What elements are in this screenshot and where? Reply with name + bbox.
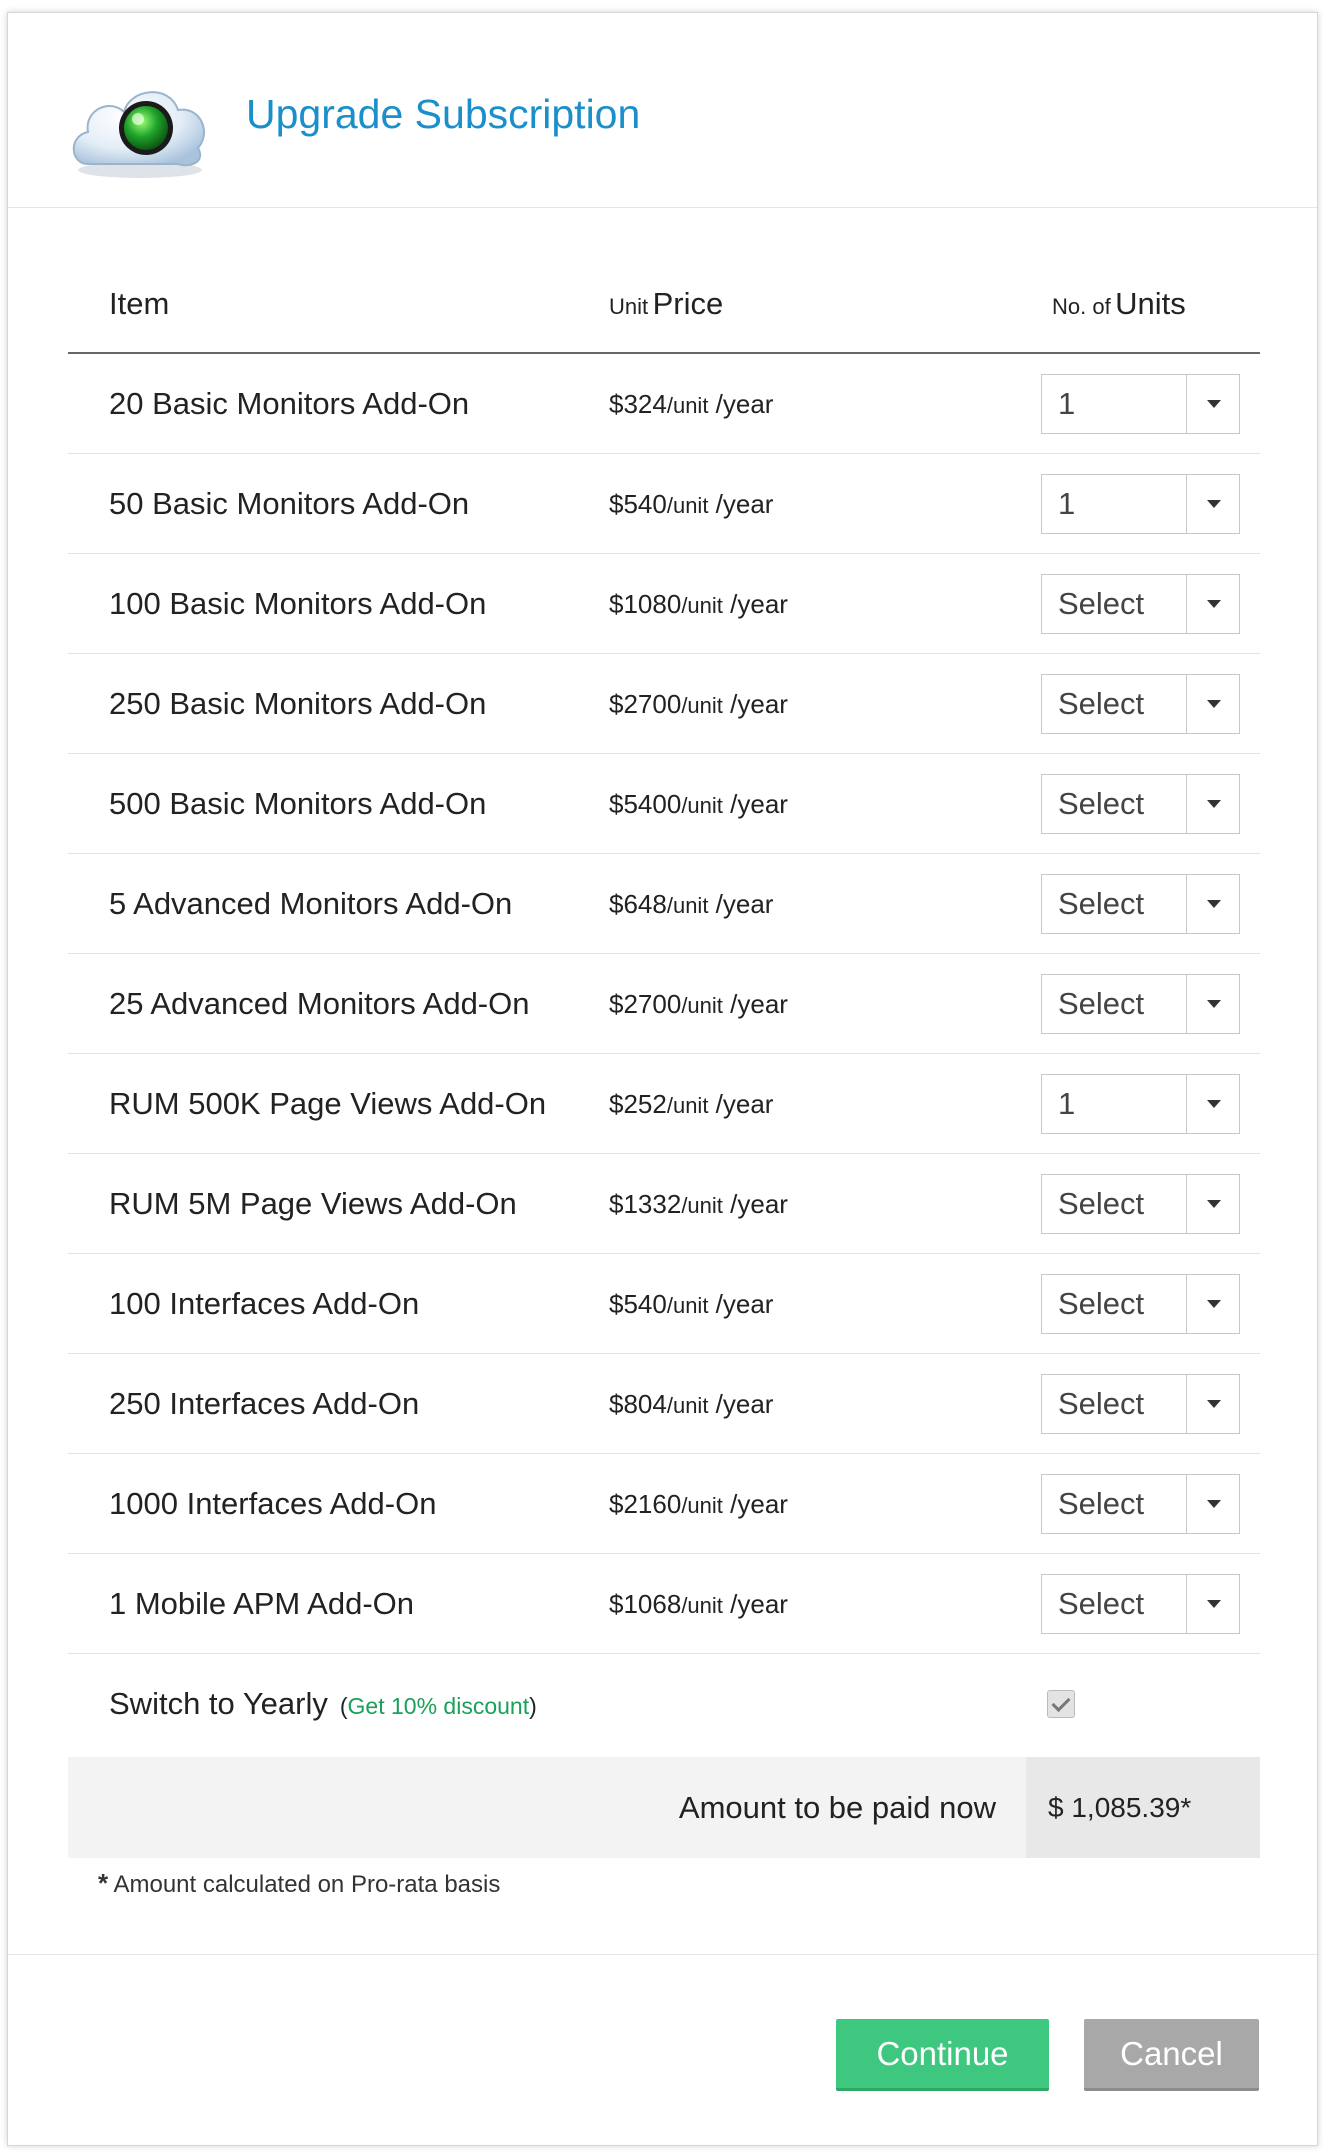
addon-price (609, 454, 773, 556)
dialog-title: Upgrade Subscription (246, 91, 641, 137)
price-period: /year (722, 989, 788, 1019)
chevron-down-icon[interactable] (1186, 575, 1239, 633)
price-period: /year (722, 1589, 788, 1619)
switch-yearly-text: Switch to Yearly (109, 1686, 328, 1721)
units-select[interactable] (1041, 874, 1240, 934)
amount-value: $ 1,085.39* (1026, 1757, 1260, 1858)
footnote-star: * (98, 1868, 109, 1898)
switch-yearly-checkbox[interactable] (1047, 1690, 1075, 1718)
units-select[interactable] (1041, 1574, 1240, 1634)
header-units: Units (1115, 286, 1186, 321)
price-period: /year (708, 489, 774, 519)
amount-bar (68, 1757, 1260, 1858)
units-select-value: Select (1058, 1486, 1145, 1521)
addon-name: 500 Basic Monitors Add-On (109, 786, 487, 821)
table-header (68, 268, 1260, 354)
chevron-down-icon[interactable] (1186, 675, 1239, 733)
price-period: /year (708, 1389, 774, 1419)
addon-name: 20 Basic Monitors Add-On (109, 386, 470, 421)
addon-price (609, 754, 788, 856)
cancel-button[interactable]: Cancel (1084, 2019, 1259, 2091)
chevron-down-icon[interactable] (1186, 375, 1239, 433)
units-select-value: 1 (1058, 386, 1076, 421)
cloud-logo-icon (66, 58, 214, 182)
price-period: /year (708, 1089, 774, 1119)
chevron-down-icon[interactable] (1186, 1475, 1239, 1533)
price-unit: /unit (681, 1493, 723, 1518)
table-row (68, 1554, 1260, 1654)
chevron-down-icon[interactable] (1186, 1375, 1239, 1433)
header-no-of-units (1052, 286, 1186, 322)
price-unit: /unit (666, 1293, 709, 1318)
addon-name: 1 Mobile APM Add-On (109, 1586, 414, 1621)
table-row (68, 554, 1260, 654)
units-select-value: 1 (1058, 486, 1076, 521)
price-period: /year (708, 1289, 774, 1319)
addon-name: 1000 Interfaces Add-On (109, 1486, 437, 1521)
price-amount: $1332 (609, 1189, 682, 1219)
addon-name: 250 Interfaces Add-On (109, 1386, 420, 1421)
header-price-prefix: Unit (609, 294, 649, 319)
addon-name: 250 Basic Monitors Add-On (109, 686, 487, 721)
table-row (68, 1454, 1260, 1554)
price-period: /year (708, 889, 774, 919)
table-row (68, 954, 1260, 1054)
table-row (68, 1054, 1260, 1154)
price-amount: $252 (609, 1089, 667, 1119)
units-select[interactable] (1041, 474, 1240, 534)
price-amount: $540 (609, 1289, 667, 1319)
price-unit: /unit (666, 493, 709, 518)
discount-open: ( (339, 1693, 348, 1719)
addon-price (609, 1154, 788, 1256)
table-row (68, 1254, 1260, 1354)
units-select-value: Select (1058, 1186, 1145, 1221)
price-amount: $540 (609, 489, 667, 519)
units-select-value: Select (1058, 786, 1145, 821)
table-row (68, 1354, 1260, 1454)
price-period: /year (722, 689, 788, 719)
table-row (68, 454, 1260, 554)
units-select-value: Select (1058, 1586, 1145, 1621)
chevron-down-icon[interactable] (1186, 875, 1239, 933)
price-unit: /unit (681, 793, 723, 818)
switch-yearly-row (68, 1654, 1260, 1754)
units-select-value: 1 (1058, 1086, 1076, 1121)
price-amount: $1068 (609, 1589, 682, 1619)
addon-name: 5 Advanced Monitors Add-On (109, 886, 513, 921)
addon-price (609, 1254, 773, 1356)
price-period: /year (722, 789, 788, 819)
units-select-value: Select (1058, 986, 1145, 1021)
discount-close: ) (529, 1693, 537, 1719)
addon-price (609, 954, 788, 1056)
units-select-value: Select (1058, 586, 1145, 621)
switch-yearly-label (109, 1654, 537, 1756)
addon-price (609, 1054, 773, 1156)
addon-price (609, 1354, 773, 1456)
units-select[interactable] (1041, 1074, 1240, 1134)
table-row (68, 354, 1260, 454)
addon-name: 25 Advanced Monitors Add-On (109, 986, 530, 1021)
units-select[interactable] (1041, 974, 1240, 1034)
price-unit: /unit (666, 1393, 709, 1418)
chevron-down-icon[interactable] (1186, 475, 1239, 533)
units-select-value: Select (1058, 886, 1145, 921)
addon-table-body (68, 354, 1260, 1754)
addon-price (609, 1454, 788, 1556)
price-amount: $2700 (609, 989, 682, 1019)
price-amount: $804 (609, 1389, 667, 1419)
price-unit: /unit (681, 1593, 723, 1618)
price-amount: $2700 (609, 689, 682, 719)
price-unit: /unit (681, 993, 723, 1018)
header-item: Item (109, 286, 170, 321)
price-unit: /unit (681, 1193, 723, 1218)
chevron-down-icon[interactable] (1186, 1575, 1239, 1633)
units-select[interactable] (1041, 674, 1240, 734)
price-unit: /unit (666, 893, 709, 918)
discount-note (340, 1693, 537, 1719)
table-row (68, 754, 1260, 854)
units-select[interactable] (1041, 1174, 1240, 1234)
price-amount: $1080 (609, 589, 682, 619)
units-select-value: Select (1058, 1286, 1145, 1321)
units-select[interactable] (1041, 574, 1240, 634)
dialog-header (8, 13, 1317, 208)
header-units-prefix: No. of (1052, 294, 1111, 319)
chevron-down-icon[interactable] (1186, 1175, 1239, 1233)
table-row (68, 654, 1260, 754)
price-unit: /unit (681, 693, 723, 718)
addon-name: RUM 5M Page Views Add-On (109, 1186, 517, 1221)
footer-divider (8, 1954, 1317, 1955)
addon-price (609, 654, 788, 756)
chevron-down-icon[interactable] (1186, 775, 1239, 833)
amount-label: Amount to be paid now (678, 1790, 996, 1825)
continue-button[interactable]: Continue (836, 2019, 1049, 2091)
units-select[interactable] (1041, 1474, 1240, 1534)
units-select[interactable] (1041, 1374, 1240, 1434)
addon-name: RUM 500K Page Views Add-On (109, 1086, 547, 1121)
footnote-text: Amount calculated on Pro-rata basis (108, 1871, 501, 1898)
addon-name: 100 Basic Monitors Add-On (109, 586, 487, 621)
addon-name: 50 Basic Monitors Add-On (109, 486, 470, 521)
units-select[interactable] (1041, 374, 1240, 434)
table-row (68, 854, 1260, 954)
price-period: /year (722, 1189, 788, 1219)
units-select[interactable] (1041, 1274, 1240, 1334)
price-amount: $5400 (609, 789, 682, 819)
price-amount: $648 (609, 889, 667, 919)
units-select[interactable] (1041, 774, 1240, 834)
units-select-value: Select (1058, 1386, 1145, 1421)
price-period: /year (708, 389, 774, 419)
addon-price (609, 554, 788, 656)
price-unit: /unit (681, 593, 723, 618)
footnote (98, 1868, 500, 1899)
header-price: Price (652, 286, 724, 321)
price-amount: $324 (609, 389, 667, 419)
chevron-down-icon[interactable] (1186, 975, 1239, 1033)
price-period: /year (722, 1489, 788, 1519)
chevron-down-icon[interactable] (1186, 1275, 1239, 1333)
discount-text: Get 10% discount (347, 1693, 530, 1719)
chevron-down-icon[interactable] (1186, 1075, 1239, 1133)
addon-price (609, 354, 773, 456)
upgrade-dialog (7, 12, 1318, 2146)
addon-price (609, 854, 773, 956)
units-select-value: Select (1058, 686, 1145, 721)
addon-price (609, 1554, 788, 1656)
price-amount: $2160 (609, 1489, 682, 1519)
price-unit: /unit (666, 1093, 709, 1118)
price-period: /year (722, 589, 788, 619)
price-unit: /unit (666, 393, 709, 418)
header-unit-price (609, 286, 723, 322)
addon-name: 100 Interfaces Add-On (109, 1286, 420, 1321)
table-row (68, 1154, 1260, 1254)
